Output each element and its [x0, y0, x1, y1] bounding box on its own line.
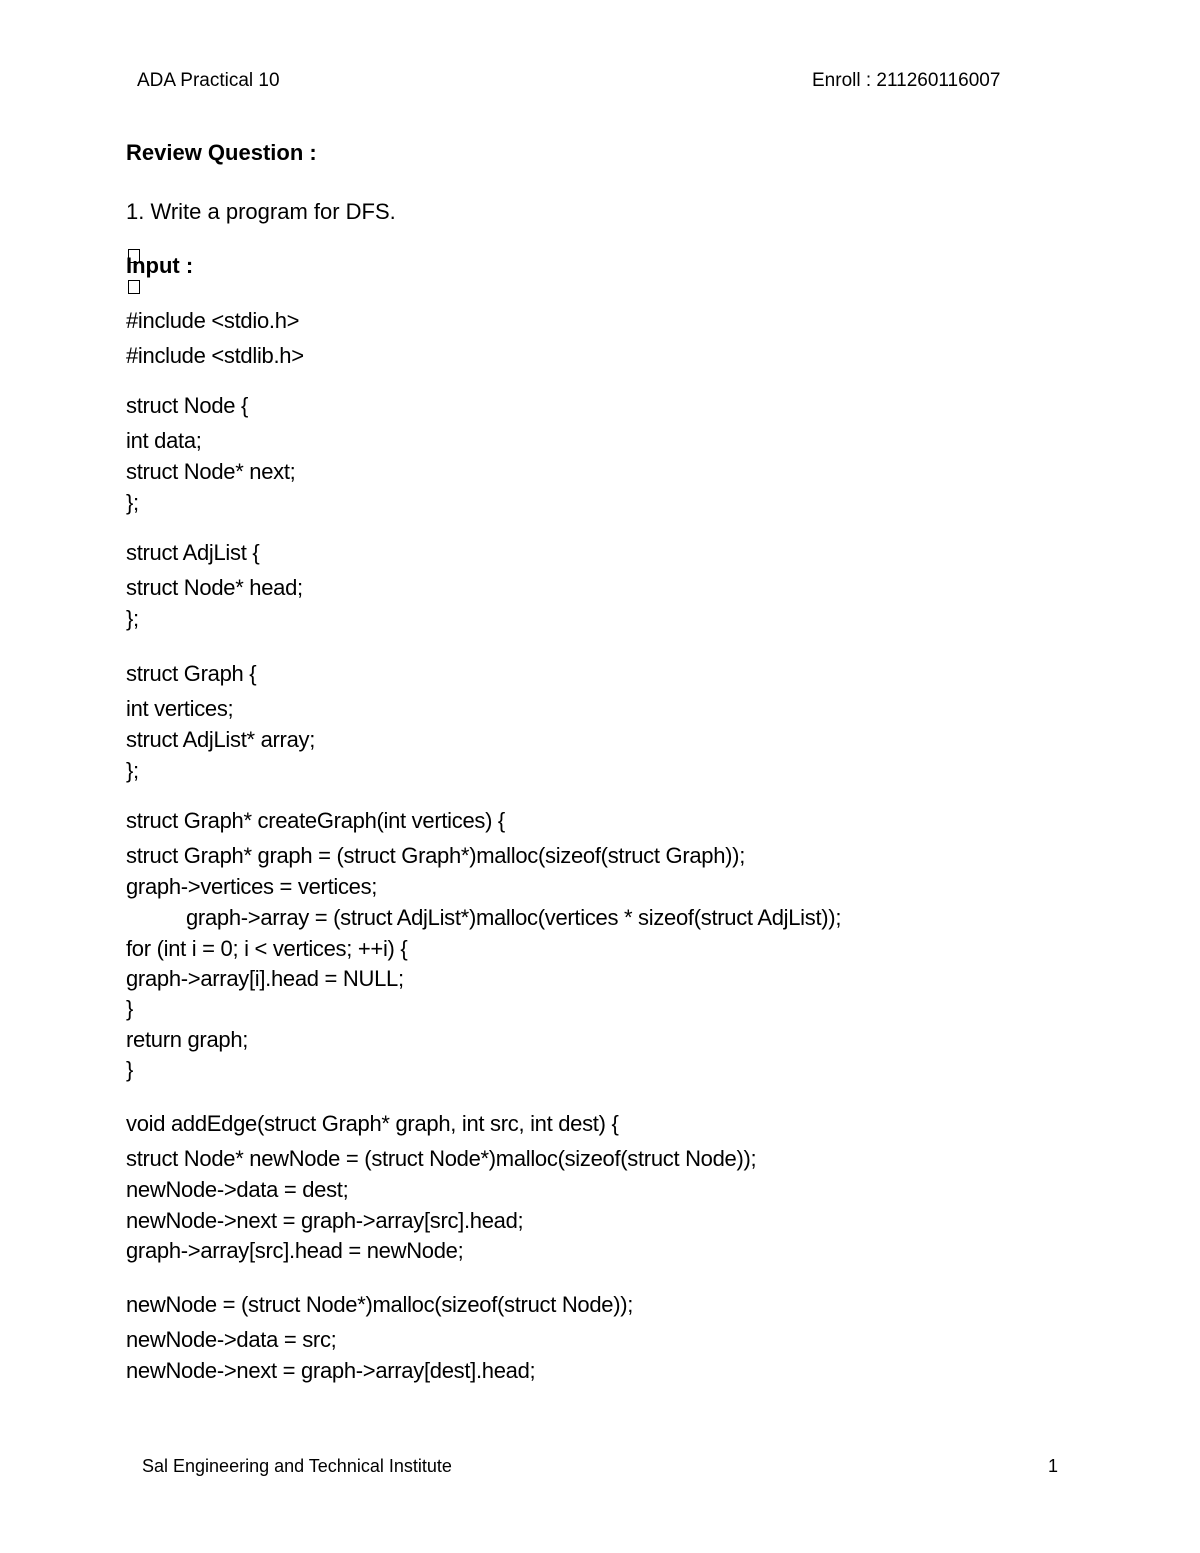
- code-line: };: [126, 758, 139, 783]
- code-line: newNode->next = graph->array[src].head;: [126, 1208, 524, 1233]
- code-line: int vertices;: [126, 696, 234, 721]
- code-line: return graph;: [126, 1027, 249, 1052]
- code-line: int data;: [126, 428, 202, 453]
- page-number: 1: [1048, 1456, 1059, 1476]
- code-line: newNode->data = src;: [126, 1327, 337, 1352]
- code-line: struct Graph* graph = (struct Graph*)malloc(sizeof(struct Graph));: [126, 843, 746, 868]
- code-line: void addEdge(struct Graph* graph, int src, int dest) {: [126, 1111, 619, 1136]
- header-right: Enroll : 211260116007: [812, 70, 1001, 91]
- code-line: for (int i = 0; i < vertices; ++i) {: [126, 936, 408, 961]
- code-line: struct AdjList {: [126, 540, 260, 565]
- footer-institute: Sal Engineering and Technical Institute: [142, 1456, 452, 1476]
- code-line: struct Graph* createGraph(int vertices) {: [126, 808, 505, 833]
- code-line: struct Graph {: [126, 661, 257, 686]
- code-line: };: [126, 606, 139, 631]
- code-line: struct Node* newNode = (struct Node*)malloc(sizeof(struct Node));: [126, 1146, 757, 1171]
- code-line: newNode = (struct Node*)malloc(sizeof(struct Node));: [126, 1292, 634, 1317]
- question-text: 1. Write a program for DFS.: [126, 199, 396, 224]
- code-line: graph->array = (struct AdjList*)malloc(vertices * sizeof(struct AdjList));: [186, 905, 842, 930]
- code-line: struct Node* next;: [126, 459, 296, 484]
- header-left: ADA Practical 10: [137, 70, 280, 91]
- code-line: newNode->next = graph->array[dest].head;: [126, 1358, 536, 1383]
- code-line: graph->array[i].head = NULL;: [126, 966, 404, 991]
- code-line: }: [126, 1057, 134, 1082]
- code-line: }: [126, 996, 134, 1021]
- code-line: #include <stdio.h>: [126, 308, 300, 333]
- code-line: graph->array[src].head = newNode;: [126, 1238, 464, 1263]
- code-line: struct Node {: [126, 393, 249, 418]
- code-line: };: [126, 490, 139, 515]
- code-line: newNode->data = dest;: [126, 1177, 349, 1202]
- code-line: struct AdjList* array;: [126, 727, 316, 752]
- code-line: #include <stdlib.h>: [126, 343, 304, 368]
- code-line: struct Node* head;: [126, 575, 303, 600]
- missing-glyph-icon: [128, 280, 140, 294]
- section-title: Review Question :: [126, 140, 317, 165]
- code-line: graph->vertices = vertices;: [126, 874, 378, 899]
- input-label: Input :: [126, 253, 194, 278]
